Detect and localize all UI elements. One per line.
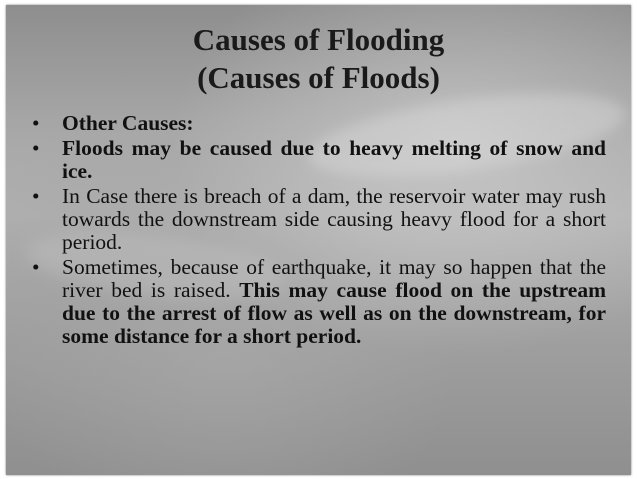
bullet-text-bold: Floods may be caused due to heavy melting of snow and ice. — [62, 136, 606, 183]
bullet-item — [28, 112, 606, 135]
slide-subtitle: (Causes of Floods) — [197, 60, 440, 95]
bullet-icon: • — [32, 255, 40, 279]
bullet-item — [28, 185, 606, 254]
bullet-text: Sometimes, because of earthquake, it may so happen that the river bed is raised. — [62, 255, 606, 302]
bullet-item — [28, 137, 606, 183]
bullet-icon: • — [32, 184, 40, 208]
bullet-icon: • — [32, 136, 40, 160]
bullet-text-bold: Other Causes: — [62, 111, 194, 135]
bullet-list — [28, 112, 606, 350]
slide — [6, 5, 631, 475]
slide-title: Causes of Flooding — [192, 22, 445, 57]
bullet-icon: • — [32, 111, 40, 135]
bullet-text-bold: This may cause flood on the upstream due to the arrest of flow as well as on the downstream, for some distance for a short period. — [62, 278, 606, 348]
bullet-item — [28, 256, 606, 348]
bullet-text: In Case there is breach of a dam, the reservoir water may rush towards the downstream side causing heavy flood for a short period. — [62, 184, 606, 254]
